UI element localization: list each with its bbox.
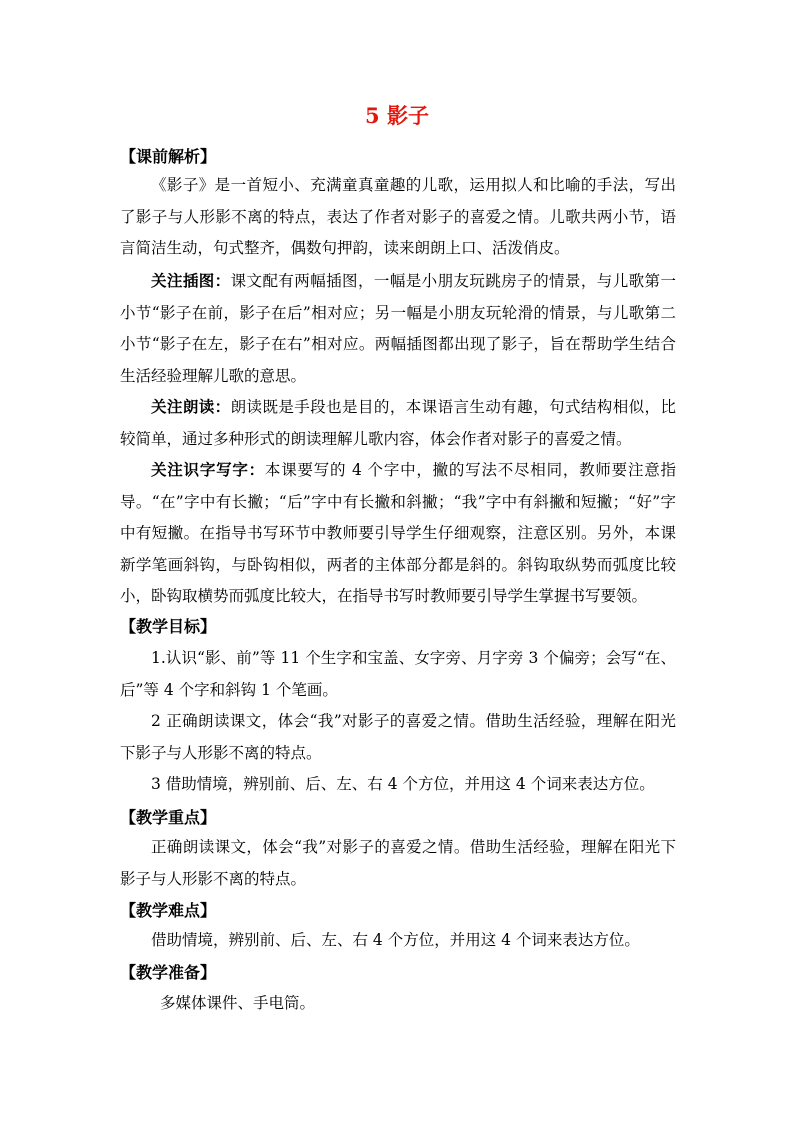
difficulties-text: 借助情境，辨别前、后、左、右 4 个方位，并用这 4 个词来表达方位。 xyxy=(151,931,640,949)
analysis-reading xyxy=(120,391,676,455)
key-points-text: 正确朗读课文，体会“我”对影子的喜爱之情。借助生活经验，理解在阳光下影子与人形影不离的特点。 xyxy=(120,838,676,888)
goal-1: 1.认识“影、前”等 11 个生字和宝盖、女字旁、月字旁 3 个偏旁；会写“在、后”等 4 个字和斜钩 1 个笔画。 xyxy=(120,649,676,699)
analysis-illustrations xyxy=(120,265,676,392)
section-heading-preparation: 【教学准备】 xyxy=(120,963,217,982)
analysis-writing xyxy=(120,454,676,613)
analysis-intro: 《影子》是一首短小、充满童真童趣的儿歌，运用拟人和比喻的手法，写出了影子与人形影不离的特点，表达了作者对影子的喜爱之情。儿歌共两小节，语言简洁生动，句式整齐，偶数句押韵，读来朗朗上口、活泼俏皮。 xyxy=(120,176,676,257)
writing-text: 本课要写的 4 个字中，撇的写法不尽相同，教师要注意指导。“在”字中有长撇；“后”字中有长撇和斜撇；“我”字中有斜撇和短撇；“好”字中有短撇。在指导书写环节中教师要引导学生仔细观察，注意区别。另外，本课新学笔画斜钩，与卧钩相似，两者的主体部分都是斜的。斜钩取纵势而弧度比较小，卧钩取横势而弧度比较大，在指导书写时教师要引导学生掌握书写要领。 xyxy=(120,461,676,605)
illustrations-text: 课文配有两幅插图，一幅是小朋友玩跳房子的情景，与儿歌第一小节“影子在前，影子在后”相对应；另一幅是小朋友玩轮滑的情景，与儿歌第二小节“影子在左，影子在右”相对应。两幅插图都出现了影子，旨在帮助学生结合生活经验理解儿歌的意思。 xyxy=(120,272,676,385)
section-heading-difficulties: 【教学难点】 xyxy=(120,901,217,920)
reading-text: 朗读既是手段也是目的，本课语言生动有趣，句式结构相似，比较简单，通过多种形式的朗读理解儿歌内容，体会作者对影子的喜爱之情。 xyxy=(120,398,676,448)
writing-label: 关注识字写字： xyxy=(151,460,265,479)
lesson-title: 5 影子 xyxy=(365,103,429,128)
illustrations-label: 关注插图： xyxy=(151,271,231,290)
goal-2: 2 正确朗读课文，体会“我”对影子的喜爱之情。借助生活经验，理解在阳光下影子与人形影不离的特点。 xyxy=(120,712,676,762)
section-heading-key-points: 【教学重点】 xyxy=(120,808,217,827)
section-heading-analysis: 【课前解析】 xyxy=(120,147,217,166)
reading-label: 关注朗读： xyxy=(151,397,231,416)
preparation-text: 多媒体课件、手电筒。 xyxy=(160,994,316,1012)
goal-3: 3 借助情境，辨别前、后、左、右 4 个方位，并用这 4 个词来表达方位。 xyxy=(151,775,655,793)
section-heading-goals: 【教学目标】 xyxy=(120,617,217,636)
